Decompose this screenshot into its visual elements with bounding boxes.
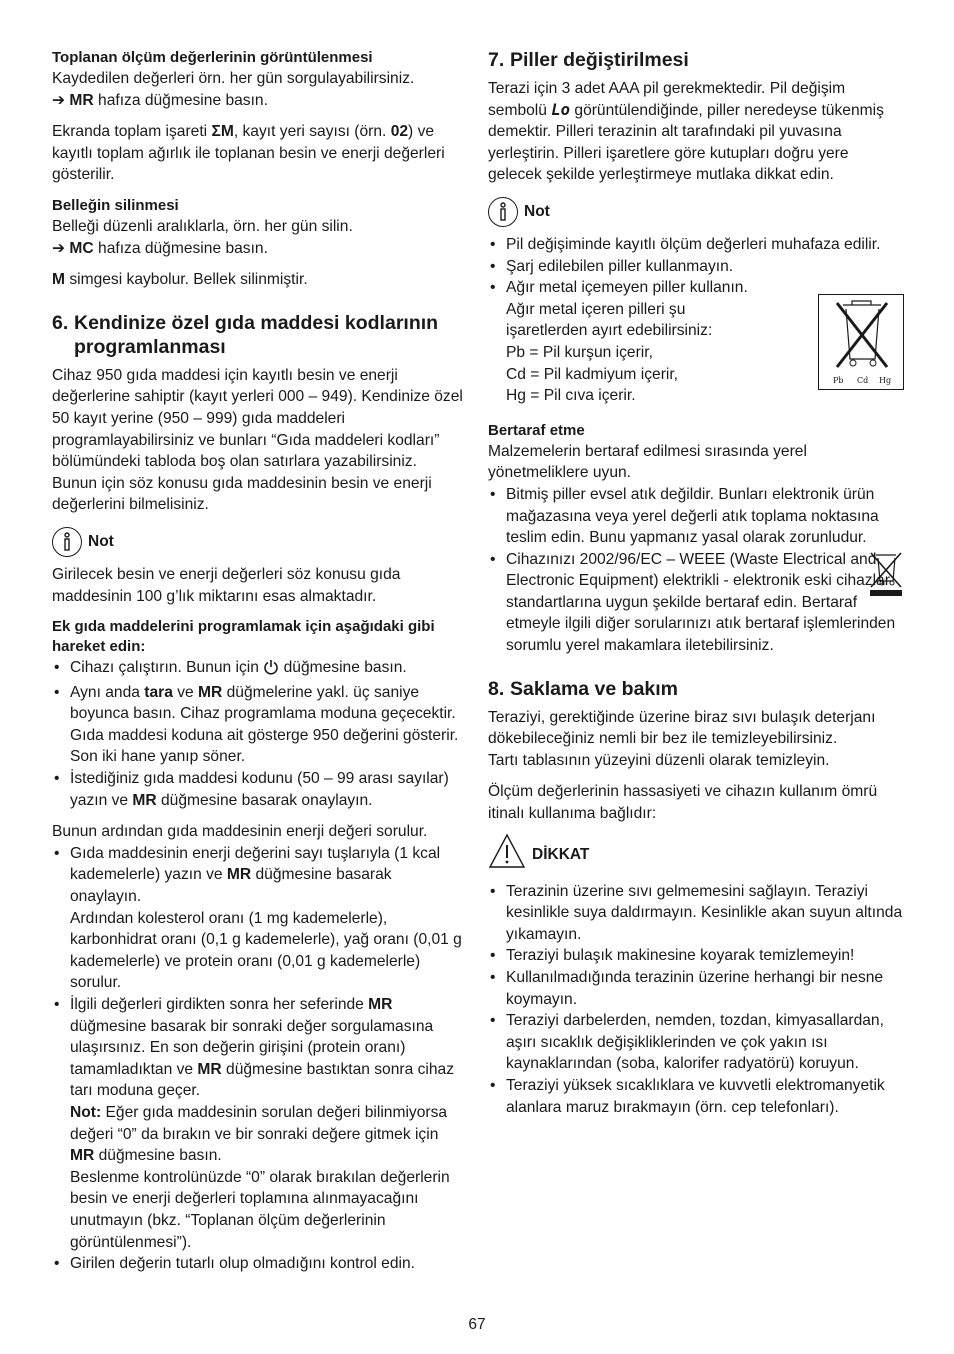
text-fragment: ) ve kayıtlı toplam ağırlık ile toplanan besin ve enerji değerleri gösterilir. (52, 123, 445, 184)
mr-key-label: MR (197, 1060, 222, 1078)
list-item: • Girilen değerin tutarlı olup olmadığını kontrol edin. (52, 1253, 464, 1275)
list-item (52, 657, 464, 682)
m-symbol-label: M (52, 271, 65, 289)
mr-key-label: MR (368, 996, 393, 1013)
section-number: 8. (488, 677, 505, 700)
list-item (52, 682, 464, 768)
memory-slot-number: 02 (390, 123, 409, 141)
mr-key-label: MR (198, 683, 223, 701)
text-zero-values-note: Beslenme kontrolünüzde “0” olarak bırakılan değerlerin besin ve enerji değerleri toplamına alınmayacağını unutmayın (bkz. “Toplanan ölçüm değerlerinin görüntülenmesi”). (70, 1168, 450, 1251)
note-inline-label: Not: (70, 1103, 102, 1121)
text-fragment: İlgili değerleri girdikten sonra her seferinde (70, 996, 369, 1013)
mr-key-label: MR (132, 791, 157, 809)
note-label: Not (88, 533, 114, 551)
section-heading-text-cont: programlanması (74, 335, 226, 358)
power-icon (263, 659, 279, 682)
text-nutrient-order: Ardından kolesterol oranı (1 mg kademelerle), karbonhidrat oranı (0,1 g kademelerle), yağ oranı (0,01 g kademelerle) ve protein oranı (0,01 g kademelerle) sorulur. (70, 909, 462, 992)
warning-triangle-icon (488, 833, 526, 876)
section-heading-text: Kendinize özel gıda maddesi kodlarının (74, 311, 439, 334)
info-icon (52, 527, 82, 557)
mc-key-label: MC (69, 239, 94, 257)
text-fragment: düğmesine basarak onaylayın. (70, 866, 392, 906)
list-item (488, 277, 904, 407)
text-clear-line1: Belleği düzenli aralıklarla, örn. her gün silin. (52, 217, 353, 235)
text-summed-line2 (52, 90, 464, 112)
text-fragment: düğmesine basın. (94, 1147, 222, 1165)
page-number: 67 (468, 1316, 486, 1333)
text-fragment: düğmesine basarak onaylayın. (156, 791, 373, 809)
text-fragment: Gıda maddesinin enerji değerini sayı tuşlarıyla (1 kcal kademelerle) yazın ve (70, 844, 441, 884)
sum-symbol-label: ΣM (211, 123, 234, 141)
section-heading-text: Piller değiştirilmesi (510, 49, 689, 71)
text-unknown-value-note (70, 1102, 464, 1167)
section-heading-7 (488, 48, 904, 72)
text-weee: • Cihazınızı 2002/96/EC – WEEE (Waste Electrical and Electronic Equipment) elektrikli - elektronik eski cihazlar standartlarına uygun şekilde bertaraf edin. Bertaraf etmeyle ilgili diğer sorularınızı atık bertaraf işlemlerinden sorumlu yerel makamlara iletebilirsiniz. (506, 550, 896, 655)
list-item: • Şarj edilebilen piller kullanmayın. (488, 256, 904, 278)
text-section6-intro: Cihaz 950 gıda maddesi için kayıtlı besin ve enerji değerlerine sahiptir (kayıt yerleri 000 – 949). Kendinize özel 50 kayıt yerine (950 – 999) gıda maddeleri programlayabilirsiniz ve bunları “Gıda maddeleri kodları” bölümündeki tabloda boş olan satırlara yazabilirsiniz. Bunun için söz konusu gıda maddesinin besin ve enerji değerlerini bilmelisiniz. (52, 366, 463, 514)
right-column (488, 48, 904, 1118)
text-pb: Pb = Pil kurşun içerir, (506, 343, 653, 361)
mr-key-label: MR (70, 1147, 95, 1165)
list-item: • Bitmiş piller evsel atık değildir. Bunları elektronik ürün mağazasına veya yerel değerli atık toplama noktasına teslim edin. Bunu yapmanız yasal olarak zorunludur. (488, 484, 904, 549)
pb-label: Pb (833, 376, 844, 386)
text-energy-asked: Bunun ardından gıda maddesinin enerji değeri sorulur. (52, 823, 428, 841)
list-battery-notes (488, 234, 904, 407)
arrow-right-icon: ➔ (52, 91, 66, 109)
text-summed-display (52, 121, 464, 186)
list-item: • Terazinin üzerine sıvı gelmemesini sağlayın. Teraziyi kesinlikle suya daldırmayın. Kesinlikle akan suyun altında yıkamayın. (488, 881, 904, 946)
section-number: 7. (488, 49, 505, 71)
list-item: • Teraziyi yüksek sıcaklıklara ve kuvvetli elektromanyetik alanlara maruz bırakmayın (örn. cep telefonları). (488, 1075, 904, 1118)
text-fragment: İstediğiniz gıda maddesi kodunu (50 – 99 arası sayılar) yazın ve (70, 770, 449, 809)
text-disposal-intro: Malzemelerin bertaraf edilmesi sırasında yerel yönetmeliklere uyun. (488, 442, 807, 482)
section-heading-6 (52, 311, 464, 359)
list-item: • Kullanılmadığında terazinin üzerine herhangi bir nesne koymayın. (488, 967, 904, 1010)
text-fragment: görüntülendiğinde, piller neredeyse tükenmiş demektir. Pilleri terazinin alt tarafındaki pil yuvasına yerleştirin. Pilleri işaretlere göre kutupları doğru yere gelecek şekilde yerleştirmeye mutlaka dikkat edin. (488, 101, 884, 184)
list-item (488, 549, 904, 657)
list-item (52, 768, 464, 811)
text-fragment: ve (172, 683, 199, 701)
text-note1: Girilecek besin ve enerji değerleri söz konusu gıda maddesinin 100 g’lık miktarını esas almaktadır. (52, 565, 401, 605)
section-title-clear-memory: Belleğin silinmesi (52, 196, 179, 214)
list-item: • Teraziyi darbelerden, nemden, tozdan, kimyasallardan, aşırı sıcaklık değişikliklerinden ve çok yakın ısı kaynaklarından (soba, kalorifer radyatörü) koruyun. (488, 1010, 904, 1075)
text-fragment: Aynı anda (70, 683, 145, 701)
crossed-bin-icon (819, 295, 903, 389)
list-programming-steps (52, 657, 464, 811)
subtitle-programming: Ek gıda maddelerini programlamak için aşağıdaki gibi hareket edin: (52, 618, 435, 656)
text-fragment: simgesi kaybolur. Bellek silinmiştir. (65, 271, 308, 289)
text-fragment: düğmesine basarak bir sonraki değer sorgulamasına ulaşırsınız. En son değerin girişini (protein oranı) tamamladıktan ve (70, 1017, 434, 1078)
note-header-1 (52, 526, 464, 558)
text-memory-cleared (52, 269, 464, 291)
text-hg: Hg = Pil cıva içerir. (506, 387, 636, 405)
list-warnings (488, 881, 904, 1119)
note-header-2 (488, 196, 904, 228)
arrow-right-icon: ➔ (52, 239, 66, 257)
battery-disposal-symbol-box (818, 294, 904, 390)
list-item: • Pil değişiminde kayıtlı ölçüm değerleri muhafaza edilir. (488, 234, 904, 256)
section-number: 6. (52, 311, 69, 334)
list-entry-steps (52, 843, 464, 1275)
text-care-1: Teraziyi, gerektiğinde üzerine biraz sıvı bulaşık deterjanı dökebileceğiniz nemli bir bez ile temizleyebilirsiniz. (488, 708, 876, 748)
warning-label: DİKKAT (532, 845, 590, 863)
section-heading-8 (488, 677, 904, 701)
text-fragment: Ekranda toplam işareti (52, 123, 212, 141)
tara-key-label: tara (144, 683, 173, 701)
lo-display-symbol: Lo (551, 100, 571, 119)
text-fragment: hafıza düğmesine basın. (93, 239, 268, 257)
section-title-summed-values: Toplanan ölçüm değerlerinin görüntülenmesi (52, 49, 373, 66)
text-battery-intro (488, 78, 904, 186)
info-icon (488, 197, 518, 227)
text-heavy-metal: • Ağır metal içemeyen piller kullanın. Ağır metal içeren pilleri şu işaretlerden ayırt edebilirsiniz: (506, 279, 748, 340)
text-care-2: Tartı tablasının yüzeyini düzenli olarak temizleyin. (488, 751, 830, 769)
text-care-3: Ölçüm değerlerinin hassasiyeti ve cihazın kullanım ömrü itinalı kullanıma bağlıdır: (488, 783, 878, 823)
text-fragment: , kayıt yeri sayısı (örn. (233, 123, 391, 141)
text-fragment: Terazi için 3 adet AAA pil gerekmektedir. Pil değişim sembolü (488, 80, 846, 119)
cd-label: Cd (857, 376, 869, 386)
note-label: Not (524, 203, 550, 221)
text-cd: Cd = Pil kadmiyum içerir, (506, 365, 679, 383)
warning-header (488, 835, 904, 875)
text-fragment: düğmesine bastıktan sonra cihaz tarı moduna geçer. (70, 1060, 454, 1100)
text-fragment: düğmesine basın. (279, 659, 407, 677)
text-fragment: Cihazı çalıştırın. Bunun için (70, 659, 264, 677)
hg-label: Hg (879, 376, 892, 386)
text-fragment: düğmelerine yakl. üç saniye boyunca basın. Cihaz programlama moduna geçecektir. Gıda maddesi koduna ait gösterge 950 değerini gösterir. Son iki hane yanıp söner. (70, 683, 459, 766)
subtitle-disposal: Bertaraf etme (488, 421, 585, 439)
list-item (52, 843, 464, 994)
text-fragment: Eğer gıda maddesinin sorulan değeri bilinmiyorsa değeri “0” da bırakın ve bir sonraki değere gitmek için (70, 1103, 448, 1143)
list-disposal (488, 484, 904, 657)
section-heading-text: Saklama ve bakım (510, 677, 679, 700)
text-clear-line2 (52, 238, 464, 260)
list-item: • Teraziyi bulaşık makinesine koyarak temizlemeyin! (488, 945, 904, 967)
text-summed-line1: Kaydedilen değerleri örn. her gün sorgulayabilirsiniz. (52, 70, 415, 87)
weee-bin-icon (866, 549, 904, 604)
mr-key-label: MR (69, 91, 94, 109)
list-item (52, 994, 464, 1253)
left-column (52, 48, 464, 1275)
text-fragment: hafıza düğmesine basın. (93, 91, 268, 109)
mr-key-label: MR (226, 866, 252, 884)
